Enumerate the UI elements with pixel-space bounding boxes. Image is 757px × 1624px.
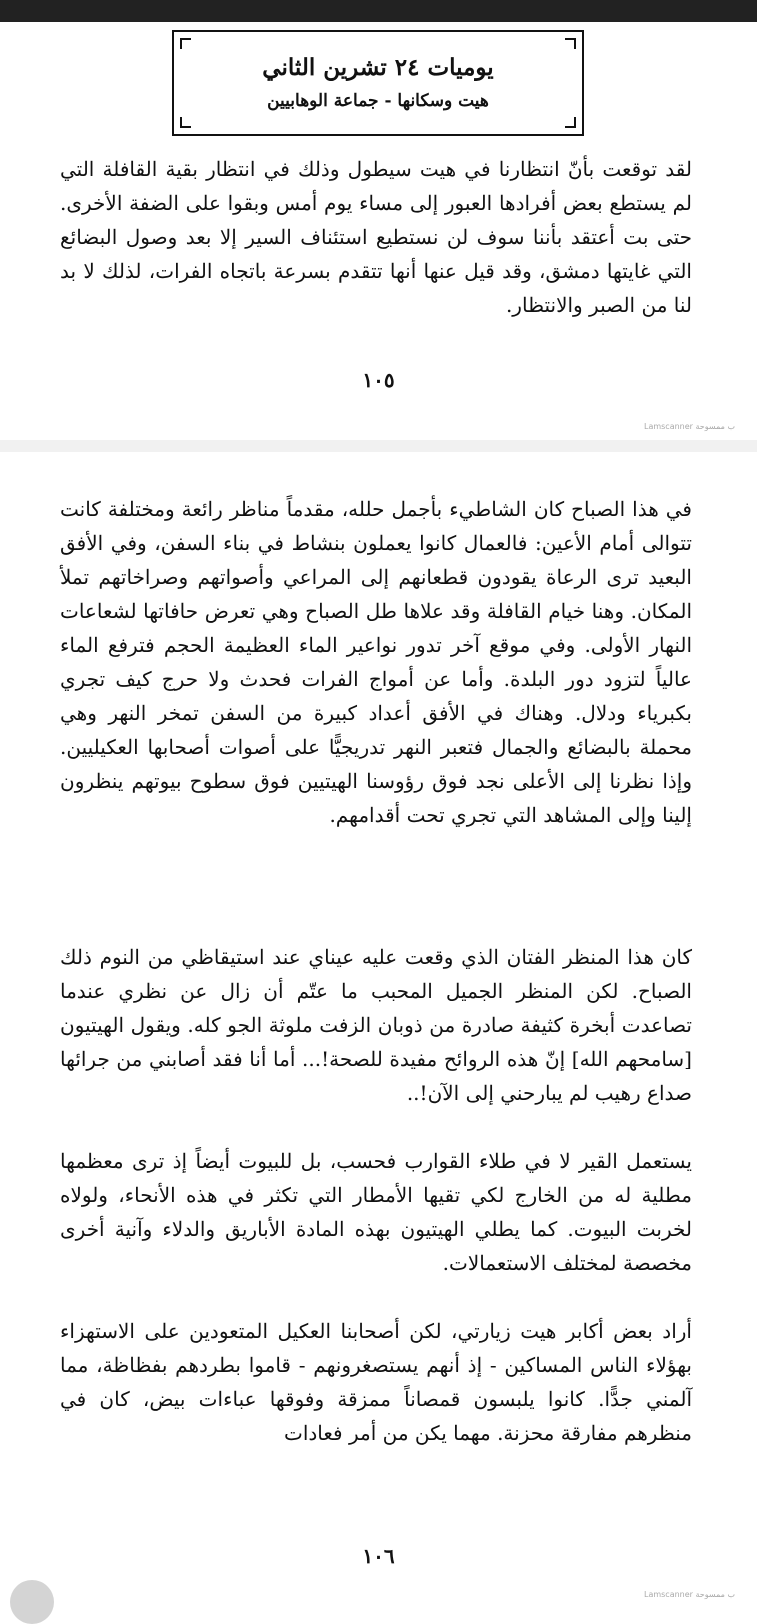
paragraph: لقد توقعت بأنّ انتظارنا في هيت سيطول وذلك في انتظار بقية القافلة التي لم يستطع بعض أفرادها العبور إلى مساء يوم أمس وبقوا على الضفة الأخرى. حتى بت أعتقد بأننا سوف لن نستطيع استئناف السير إلا بعد وصول البضائع التي غايتها دمشق، وقد قيل عنها أنها تتقدم بسرعة باتجاه الفرات، لذلك لا بد لنا من الصبر والانتظار. [60, 157, 692, 317]
chapter-subtitle: هيت وسكانها - جماعة الوهابيين [267, 91, 489, 111]
paragraph: أراد بعض أكابر هيت زيارتي، لكن أصحابنا العكيل المتعودين على الاستهزاء بهؤلاء الناس المساكين - إذ أنهم يستصغرونهم - قاموا بطردهم بفظاظة، مما آلمني جدًّا. كانوا يلبسون قمصاناً ممزقة وفوقها عباءات بيض، كان في منظرهم مفارقة محزنة. مهما يكن من أمر فعادات [60, 1319, 692, 1445]
chapter-title-box [172, 30, 584, 136]
scanner-watermark: Lamscanner ب ممسوحة [643, 422, 735, 431]
corner-ornament [180, 38, 191, 49]
corner-ornament [180, 117, 191, 128]
page-106 [0, 452, 757, 1600]
scanner-watermark: Lamscanner ب ممسوحة [643, 1590, 735, 1599]
paragraph: في هذا الصباح كان الشاطيء بأجمل حلله، مقدماً مناظر رائعة ومختلفة كانت تتوالى أمام الأعين: فالعمال كانوا يعملون بنشاط في بناء السفن، وفي الأفق البعيد ترى الرعاة يقودون قطعانهم إلى المراعي وأصواتهم وصراخاتهم تملأ المكان. وهنا خيام القافلة وقد علاها طل الصباح وهي تعرض حافاتها لشعاعات النهار الأولى. وفي موقع آخر تدور نواعير الماء العظيمة الحجم فترفع الماء عالياً لتزود دور البلدة. وأما عن أمواج الفرات فحدث ولا حرج كيف تجري بكبرياء ودلال. وهناك في الأفق أعداد كبيرة من السفن تمخر النهر وهي محملة بالبضائع والجمال فتعبر النهر تدريجيًّا على أصوات أصحابها العكيليين. وإذا نظرنا إلى الأعلى نجد فوق رؤوسنا الهيتيين فوق سطوح بيوتهم ينظرون إلينا وإلى المشاهد التي تجري تحت أقدامهم. [60, 497, 692, 827]
page-number: ١٠٦ [362, 1544, 395, 1568]
paragraph: يستعمل القير لا في طلاء القوارب فحسب، بل للبيوت أيضاً إذ ترى معظمها مطلية له من الخارج لكي تقيها الأمطار التي تكثر في هذه الأنحاء، ولولاه لخربت البيوت. كما يطلي الهيتيون بهذه المادة الأباريق والدلاء وآنية أخرى مخصصة لمختلف الاستعمالات. [60, 1149, 692, 1275]
page-number: ١٠٥ [362, 368, 395, 392]
floating-action-button[interactable] [10, 1580, 54, 1624]
page-105 [0, 22, 757, 440]
chapter-title: يوميات ٢٤ تشرين الثاني [262, 54, 494, 81]
page-separator [0, 440, 757, 452]
corner-ornament [565, 117, 576, 128]
corner-ornament [565, 38, 576, 49]
status-bar [0, 0, 757, 22]
paragraph: كان هذا المنظر الفتان الذي وقعت عليه عيناي عند استيقاظي من النوم ذلك الصباح. لكن المنظر الجميل المحبب ما عتّم أن زال عن نظري عندما تصاعدت أبخرة كثيفة صادرة من ذوبان الزفت ملوثة الجو كله. ويقول الهيتيون [سامحهم الله] إنّ هذه الروائح مفيدة للصحة!... أما أنا فقد أصابني من جرائها صداع رهيب لم يبارحني إلى الآن!.. [60, 945, 692, 1105]
